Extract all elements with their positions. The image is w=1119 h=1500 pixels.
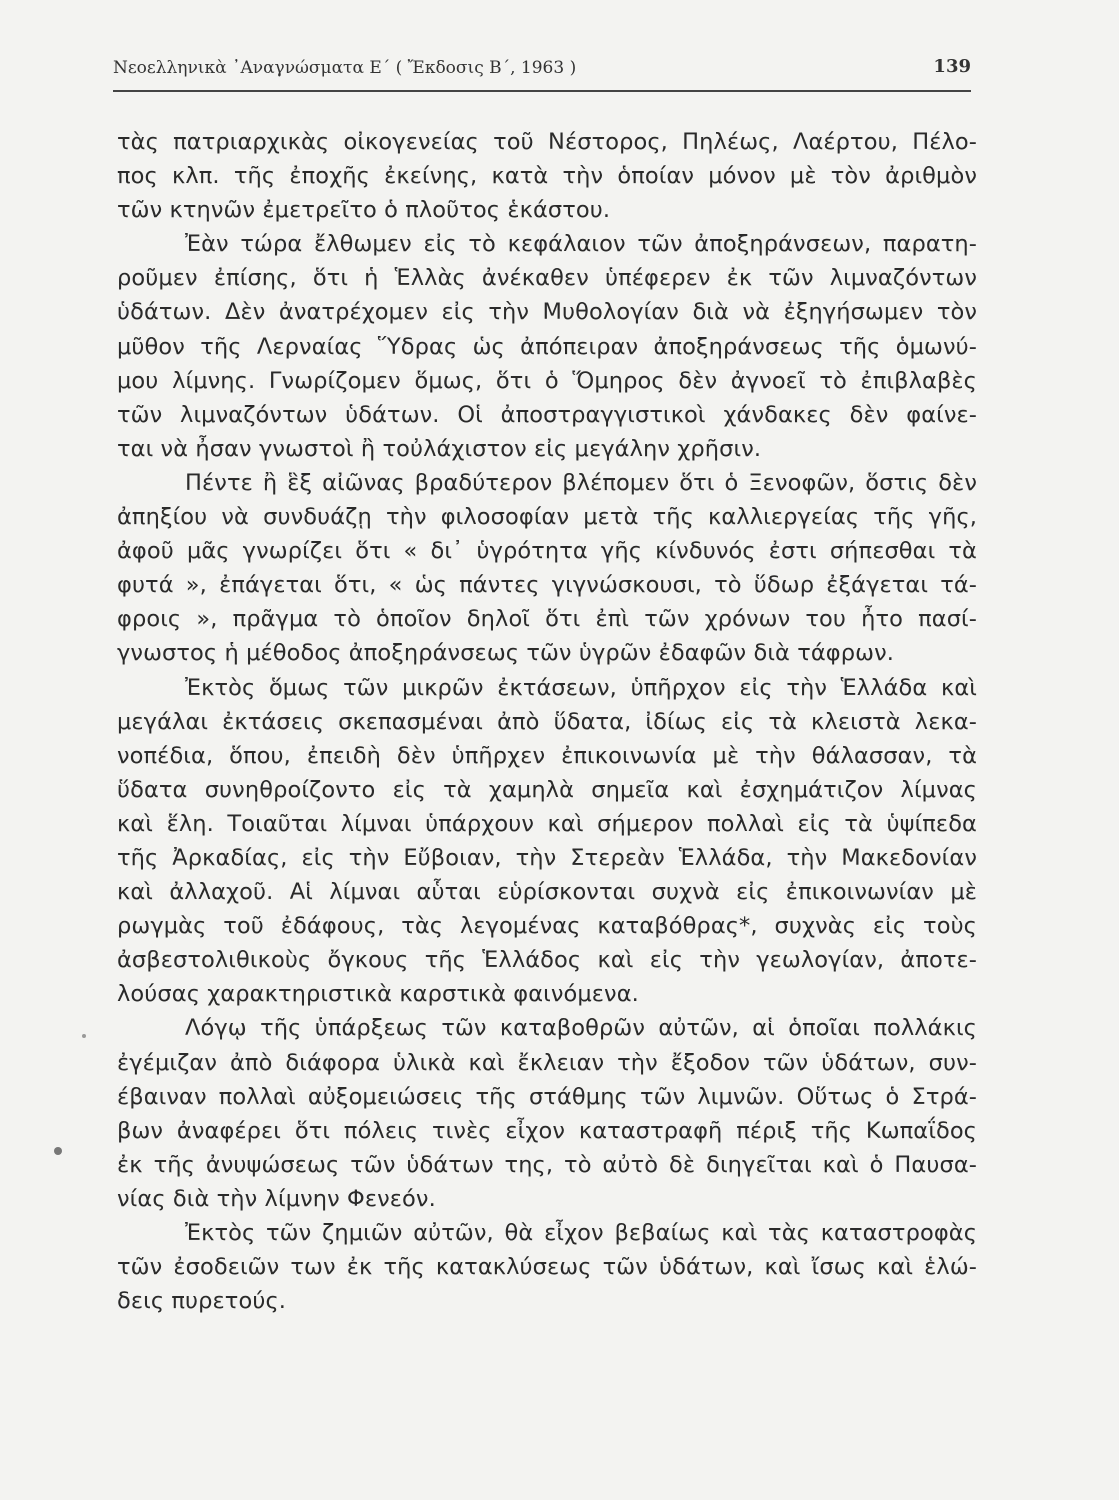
text-line: ρωγμὰς τοῦ ἐδάφους, τὰς λεγομένας καταβόθρας*, συχνὰς εἰς τοὺς xyxy=(117,913,977,940)
text-line: ὕδατα συνηθροίζοντο εἰς τὰ χαμηλὰ σημεῖα καὶ ἐσχημάτιζον λίμνας xyxy=(117,776,977,803)
text-line: τὰς πατριαρχικὰς οἰκογενείας τοῦ Νέστορος, Πηλέως, Λαέρτου, Πέλο- xyxy=(117,129,977,155)
text-line: Ἐκτὸς ὅμως τῶν μικρῶν ἐκτάσεων, ὑπῆρχον εἰς τὴν Ἑλλάδα καὶ xyxy=(185,674,977,701)
text-line: ροῦμεν ἐπίσης, ὅτι ἡ Ἑλλὰς ἀνέκαθεν ὑπέφερεν ἐκ τῶν λιμναζόντων xyxy=(117,265,977,292)
text-line: φυτά », ἐπάγεται ὅτι, « ὡς πάντες γιγνώσκουσι, τὸ ὕδωρ ἐξάγεται τά- xyxy=(117,572,977,599)
text-line: φροις », πρᾶγμα τὸ ὁποῖον δηλοῖ ὅτι ἐπὶ τῶν χρόνων του ἦτο πασί- xyxy=(117,606,977,633)
text-line: καὶ ἕλη. Τοιαῦται λίμναι ὑπάρχουν καὶ σήμερον πολλαὶ εἰς τὰ ὑψίπεδα xyxy=(117,810,977,837)
margin-dot xyxy=(54,1147,62,1155)
text-line: Ἐὰν τώρα ἔλθωμεν εἰς τὸ κεφάλαιον τῶν ἀποξηράνσεων, παρατη- xyxy=(185,231,977,258)
header-rule xyxy=(113,90,971,92)
text-line: νοπέδια, ὅπου, ἐπειδὴ δὲν ὑπῆρχεν ἐπικοινωνία μὲ τὴν θάλασσαν, τὰ xyxy=(117,742,977,769)
margin-dot xyxy=(82,1034,86,1038)
text-line: ἀφοῦ μᾶς γνωρίζει ὅτι « δι᾿ ὑγρότητα γῆς κίνδυνός ἐστι σήπεσθαι τὰ xyxy=(117,538,977,565)
text-line: ἐγέμιζαν ἀπὸ διάφορα ὑλικὰ καὶ ἔκλειαν τὴν ἔξοδον τῶν ὑδάτων, συν- xyxy=(117,1049,977,1076)
text-line: τῆς Ἀρκαδίας, εἰς τὴν Εὔβοιαν, τὴν Στερεὰν Ἑλλάδα, τὴν Μακεδονίαν xyxy=(117,844,977,871)
text-line: Ἐκτὸς τῶν ζημιῶν αὐτῶν, θὰ εἶχον βεβαίως καὶ τὰς καταστροφὰς xyxy=(185,1220,977,1246)
text-line: Πέντε ἢ ἓξ αἰῶνας βραδύτερον βλέπομεν ὅτι ὁ Ξενοφῶν, ὅστις δὲν xyxy=(185,469,977,496)
text-line: πος κλπ. τῆς ἐποχῆς ἐκείνης, κατὰ τὴν ὁποίαν μόνον μὲ τὸν ἀριθμὸν xyxy=(117,163,977,190)
text-line: Λόγῳ τῆς ὑπάρξεως τῶν καταβοθρῶν αὐτῶν, αἱ ὁποῖαι πολλάκις xyxy=(185,1015,977,1042)
text-line: δεις πυρετούς. xyxy=(117,1288,286,1315)
running-header-title: Νεοελληνικὰ ᾿Αναγνώσματα Ε΄ ( Ἔκδοσις Β΄, 1963 ) xyxy=(113,58,577,78)
text-line: νίας διὰ τὴν λίμνην Φενεόν. xyxy=(117,1185,436,1212)
text-line: βων ἀναφέρει ὅτι πόλεις τινὲς εἶχον καταστραφῆ πέριξ τῆς Κωπαΐδος xyxy=(117,1117,977,1144)
text-line: ἀπηξίου νὰ συνδυάζῃ τὴν φιλοσοφίαν μετὰ τῆς καλλιεργείας τῆς γῆς, xyxy=(117,504,977,531)
text-line: ται νὰ ἦσαν γνωστοὶ ἢ τοὐλάχιστον εἰς μεγάλην χρῆσιν. xyxy=(117,435,762,462)
text-line: ὑδάτων. Δὲν ἀνατρέχομεν εἰς τὴν Μυθολογίαν διὰ νὰ ἐξηγήσωμεν τὸν xyxy=(117,299,977,326)
running-header xyxy=(113,58,971,88)
text-line: καὶ ἀλλαχοῦ. Αἱ λίμναι αὗται εὑρίσκονται συχνὰ εἰς ἐπικοινωνίαν μὲ xyxy=(117,879,977,906)
text-line: μου λίμνης. Γνωρίζομεν ὅμως, ὅτι ὁ Ὅμηρος δὲν ἀγνοεῖ τὸ ἐπιβλαβὲς xyxy=(117,367,977,394)
text-line: έβαιναν πολλαὶ αὐξομειώσεις τῆς στάθμης τῶν λιμνῶν. Οὕτως ὁ Στρά- xyxy=(117,1083,977,1110)
text-line: τῶν ἐσοδειῶν των ἐκ τῆς κατακλύσεως τῶν ὑδάτων, καὶ ἴσως καὶ ἑλώ- xyxy=(117,1254,977,1281)
text-line: ἀσβεστολιθικοὺς ὄγκους τῆς Ἑλλάδος καὶ εἰς τὴν γεωλογίαν, ἀποτε- xyxy=(117,947,977,974)
text-line: τῶν λιμναζόντων ὑδάτων. Οἱ ἀποστραγγιστικοὶ χάνδακες δὲν φαίνε- xyxy=(117,401,977,428)
body-text xyxy=(117,125,977,1318)
text-line: μῦθον τῆς Λερναίας Ὕδρας ὡς ἀπόπειραν ἀποξηράνσεως τῆς ὁμωνύ- xyxy=(117,333,977,360)
page-number: 139 xyxy=(933,56,971,77)
text-line: τῶν κτηνῶν ἐμετρεῖτο ὁ πλοῦτος ἑκάστου. xyxy=(117,197,611,224)
text-line: λούσας χαρακτηριστικὰ καρστικὰ φαινόμενα. xyxy=(117,981,639,1008)
text-line: μεγάλαι ἐκτάσεις σκεπασμέναι ἀπὸ ὕδατα, ἰδίως εἰς τὰ κλειστὰ λεκα- xyxy=(117,708,977,735)
text-line: ἐκ τῆς ἀνυψώσεως τῶν ὑδάτων της, τὸ αὐτὸ δὲ διηγεῖται καὶ ὁ Παυσα- xyxy=(117,1151,977,1178)
text-line: γνωστος ἡ μέθοδος ἀποξηράνσεως τῶν ὑγρῶν ἐδαφῶν διὰ τάφρων. xyxy=(117,640,894,667)
